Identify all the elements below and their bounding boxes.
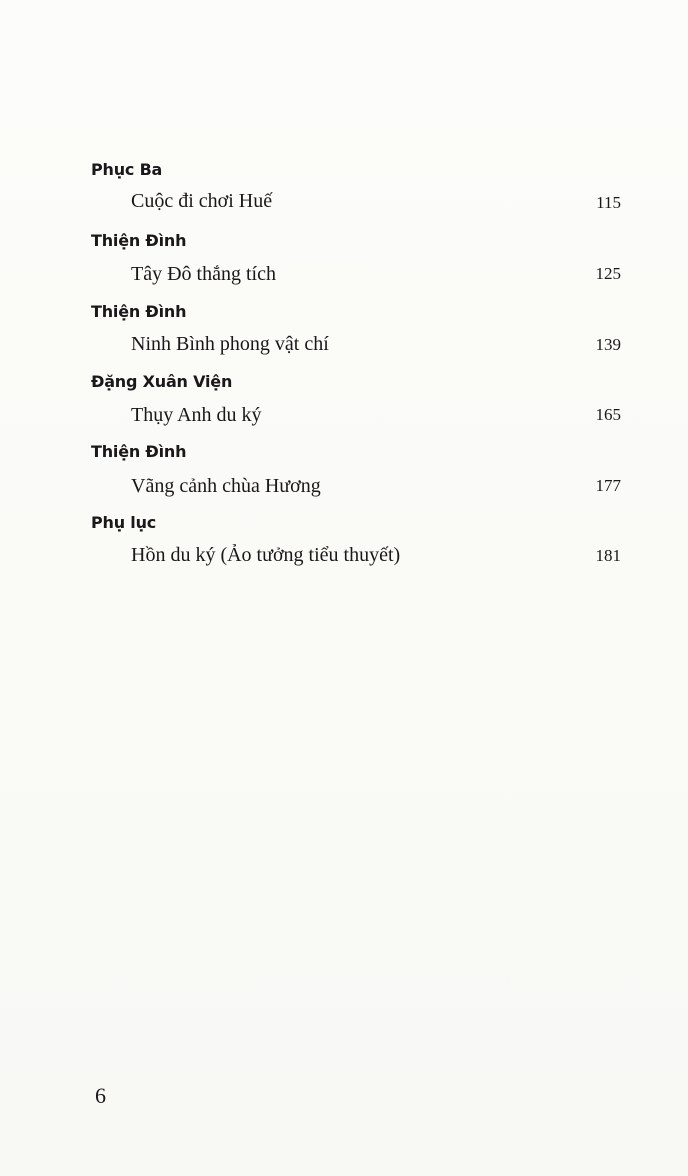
entry-author: Phục Ba	[91, 160, 163, 179]
entry-title: Tây Đô thắng tích	[131, 263, 276, 285]
entry-author: Thiện Đình	[91, 442, 187, 461]
entry-page-number: 115	[596, 193, 621, 212]
entry-title: Cuộc đi chơi Huế	[131, 190, 273, 212]
entry-author: Đặng Xuân Viện	[91, 372, 233, 391]
entry-author: Thiện Đình	[91, 302, 187, 321]
entry-title: Vãng cảnh chùa Hương	[131, 475, 321, 497]
page-number-footer: 6	[95, 1083, 106, 1108]
entry-page-number: 139	[595, 335, 621, 354]
entry-title: Ninh Bình phong vật chí	[131, 333, 329, 355]
entry-page-number: 165	[595, 405, 621, 424]
entry-page-number: 181	[595, 546, 621, 565]
entry-title: Hồn du ký (Ảo tưởng tiểu thuyết)	[131, 544, 401, 566]
entry-title: Thụy Anh du ký	[131, 404, 262, 426]
entry-author: Phụ lục	[91, 513, 157, 532]
entry-page-number: 125	[595, 264, 621, 283]
entry-author: Thiện Đình	[91, 231, 187, 250]
entry-page-number: 177	[595, 476, 621, 495]
